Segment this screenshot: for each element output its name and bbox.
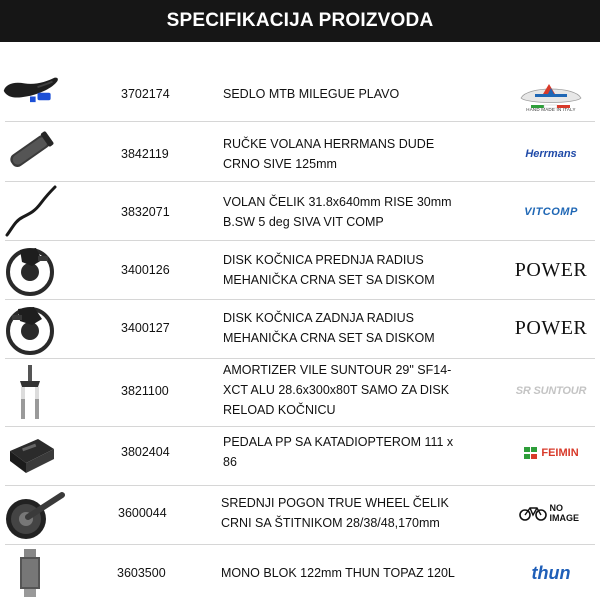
product-code: 3842119 [121, 147, 169, 161]
list-item [0, 182, 600, 240]
list-item [0, 427, 600, 485]
product-name: DISK KOČNICA ZADNJA RADIUS MEHANIČKA CRNA SET SA DISKOM [223, 311, 435, 345]
vitcomp-logo [508, 200, 594, 224]
bicycle-icon [519, 505, 547, 521]
crankset-icon [0, 486, 70, 544]
page-header [0, 0, 600, 42]
list-item [0, 58, 600, 120]
power-logo [508, 315, 594, 341]
list-item [0, 300, 600, 358]
list-item [0, 359, 600, 427]
product-code: 3600044 [118, 506, 167, 520]
page-title: SPECIFIKACIJA PROIZVODA [166, 10, 434, 31]
brand-label: POWER [514, 258, 588, 281]
feimin-mark-icon [523, 445, 539, 461]
product-name: DISK KOČNICA PREDNJA RADIUS MEHANIČKA CRNA SET SA DISKOM [223, 253, 435, 287]
product-name: VOLAN ČELIK 31.8x640mm RISE 30mm B.SW 5 deg SIVA VIT COMP [223, 195, 452, 229]
product-code: 3400127 [121, 321, 170, 335]
list-item [0, 545, 600, 600]
brand-tagline: HAND MADE IN ITALY [526, 107, 576, 112]
product-code: 3603500 [117, 566, 166, 580]
product-code: 3802404 [121, 445, 170, 459]
brand-label: FEIMIN [541, 447, 579, 459]
no-image-logo [508, 498, 594, 528]
pedal-icon [0, 427, 60, 485]
brand-label: VITCOMP [524, 206, 578, 218]
list-item [0, 241, 600, 299]
product-name: SREDNJI POGON TRUE WHEEL ČELIK CRNI SA ŠTITNIKOM 28/38/48,170mm [221, 496, 449, 530]
product-name: RUČKE VOLANA HERRMANS DUDE CRNO SIVE 125mm [223, 137, 435, 171]
saddle-icon [0, 58, 60, 120]
fork-icon [0, 359, 60, 427]
disc-brake-icon [0, 241, 60, 299]
list-item [0, 486, 600, 544]
herrmans-logo [508, 142, 594, 166]
product-code: 3832071 [121, 205, 170, 219]
brand-label: thun [531, 562, 571, 583]
product-code: 3400126 [121, 263, 170, 277]
grip-icon [0, 122, 60, 180]
suntour-logo [508, 379, 594, 403]
disc-brake-icon [0, 300, 60, 358]
handlebar-icon [0, 182, 60, 240]
product-code: 3821100 [121, 384, 169, 398]
thun-logo [508, 559, 594, 587]
bottom-bracket-icon [0, 545, 60, 600]
list-item [0, 122, 600, 180]
brand-label: Herrmans [525, 148, 577, 160]
brand-label: POWER [514, 316, 588, 339]
power-logo [508, 257, 594, 283]
product-code: 3702174 [121, 87, 170, 101]
product-name: SEDLO MTB MILEGUE PLAVO [223, 87, 400, 101]
brand-label: SR SUNTOUR [515, 385, 587, 397]
product-name: AMORTIZER VILE SUNTOUR 29" SF14-XCT ALU 28.6x300x80T SAMO ZA DISK RELOAD KOČNICU [223, 363, 452, 417]
brand-label: NO IMAGE [549, 503, 580, 523]
feimin-logo [508, 441, 594, 465]
product-name: MONO BLOK 122mm THUN TOPAZ 120L [221, 566, 455, 580]
product-name: PEDALA PP SA KATADIOPTEROM 111 x 86 [223, 435, 454, 469]
